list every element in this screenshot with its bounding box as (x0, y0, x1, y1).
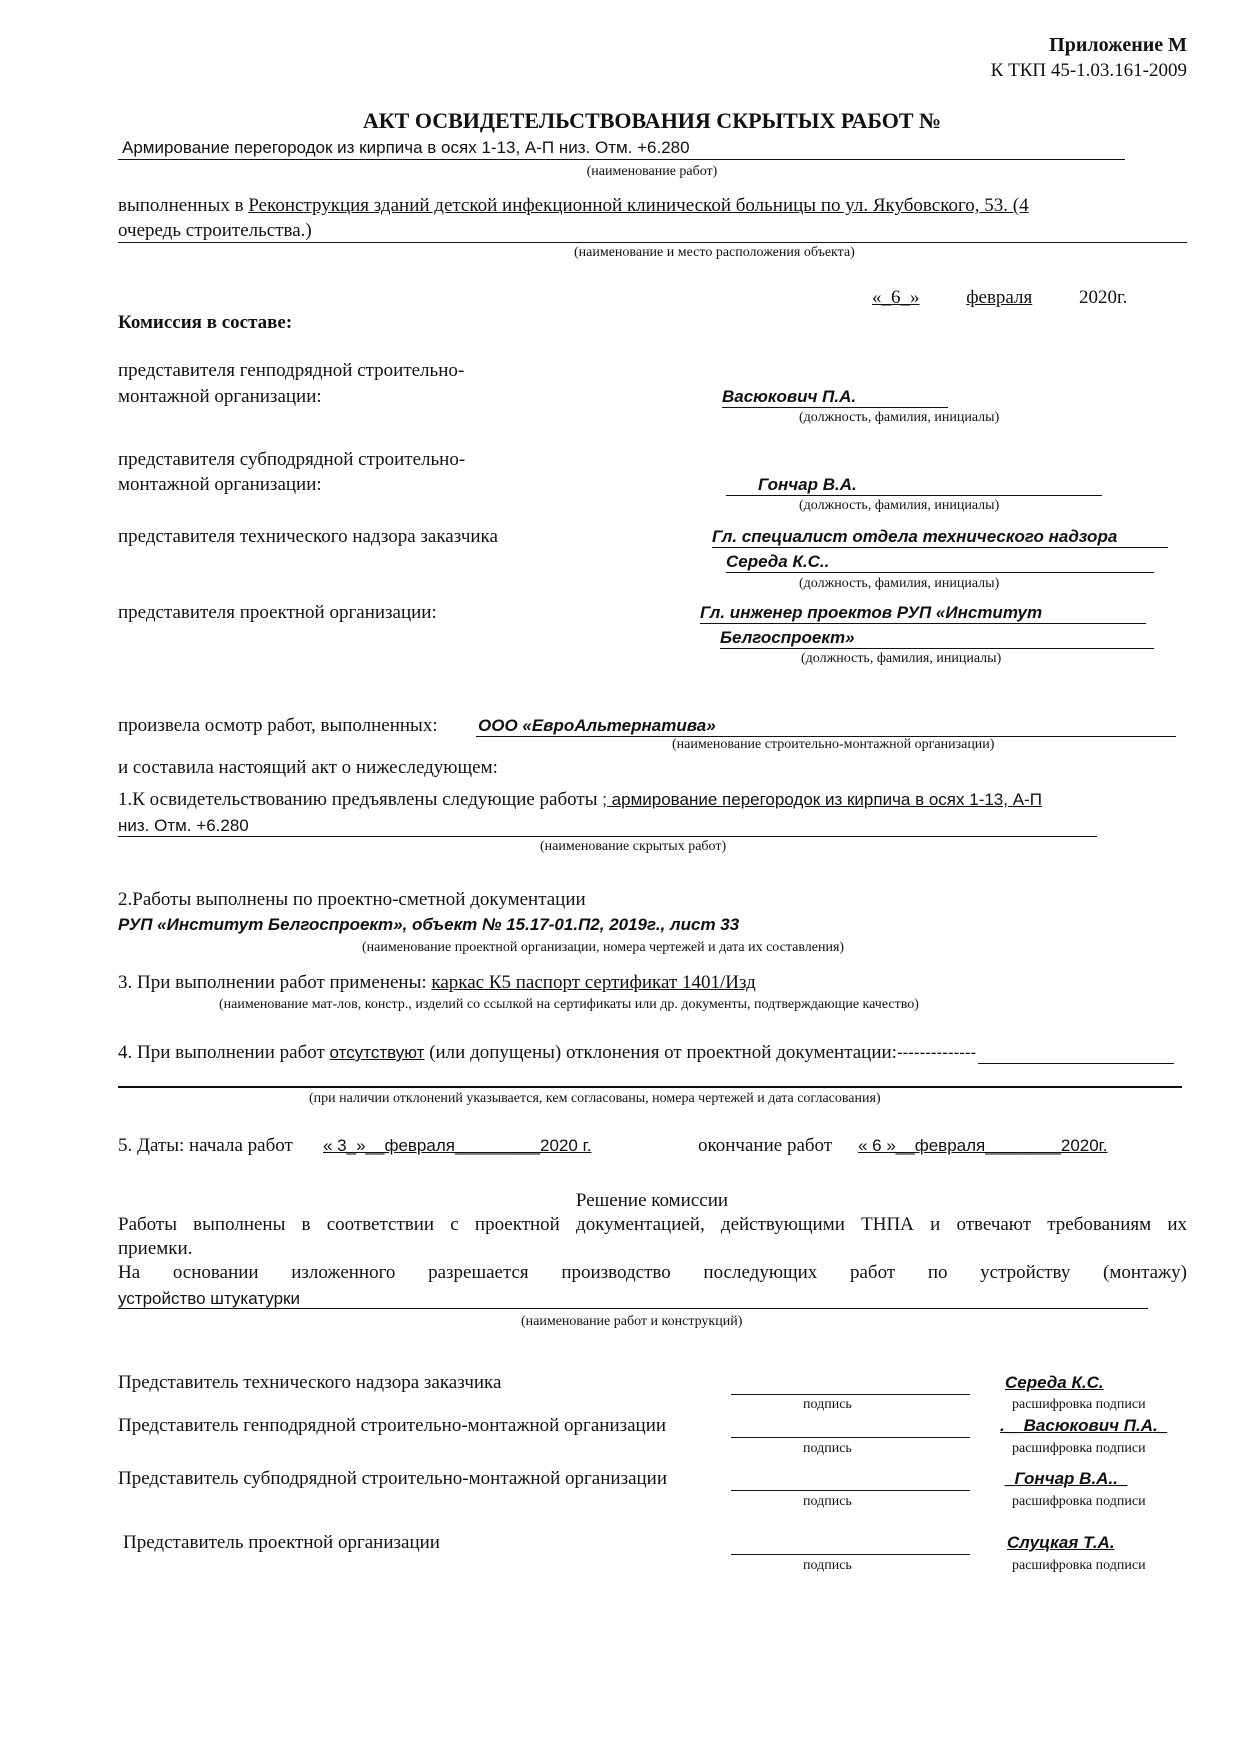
work-name-caption: (наименование работ) (586, 164, 718, 179)
member-underline (700, 623, 1146, 624)
decode-caption: расшифровка подписи (1012, 1441, 1146, 1456)
object-value-1: Реконструкция зданий детской инфекционной клинической больницы по ул. Якубовского, 53. (4 (248, 195, 1029, 216)
date-month: февраля (966, 287, 1033, 308)
member-underline (720, 648, 1154, 649)
inspection-prefix: произвела осмотр работ, выполненных: (118, 715, 438, 736)
member-value: Гончар В.А. (758, 475, 857, 494)
member-underline (712, 547, 1168, 548)
signature-caption: подпись (803, 1558, 852, 1573)
member-underline (722, 407, 948, 408)
contractor-value: ООО «ЕвроАльтернатива» (478, 716, 716, 735)
member-label: представителя субподрядной строительно- (118, 449, 466, 470)
member-caption: (должность, фамилия, инициалы) (799, 498, 1000, 513)
signatory-role: Представитель технического надзора заказчика (118, 1372, 502, 1393)
object-underline (118, 242, 1187, 243)
start-date: « 3_»__февраля_________2020 г. (323, 1136, 592, 1155)
member-value: Васюкович П.А. (722, 387, 857, 406)
item-1-value-2: низ. Отм. +6.280 (118, 816, 249, 835)
decode-caption: расшифровка подписи (1012, 1397, 1146, 1412)
member-label: монтажной организации: (118, 386, 322, 407)
item-5-prefix: 5. Даты: начала работ (118, 1135, 293, 1156)
signature-line[interactable] (731, 1394, 970, 1395)
decode-caption: расшифровка подписи (1012, 1494, 1146, 1509)
item-1-line (118, 789, 1042, 811)
decision-text-1: Работы выполнены в соответствии с проектной документацией, действующими ТНПА и отвечают требованиям их (118, 1214, 1187, 1235)
work-name-value: Армирование перегородок из кирпича в осях 1-13, А-П низ. Отм. +6.280 (122, 138, 690, 157)
signature-caption: подпись (803, 1494, 852, 1509)
item-4-caption: (при наличии отклонений указывается, кем согласованы, номера чертежей и дата согласования) (309, 1091, 881, 1106)
decision-value: устройство штукатурки (118, 1289, 300, 1308)
item-1-underline (118, 836, 1097, 837)
signatory-role: Представитель субподрядной строительно-монтажной организации (118, 1468, 668, 1489)
member-value: Гл. инженер проектов РУП «Институт (700, 603, 1043, 622)
signature-line[interactable] (731, 1437, 970, 1438)
date-day: «_6_» (872, 287, 920, 308)
commission-heading: Комиссия в составе: (118, 312, 293, 333)
item-4-underline (978, 1063, 1174, 1064)
item-4-line (118, 1042, 976, 1064)
decision-heading: Решение комиссии (575, 1190, 729, 1211)
contractor-caption: (наименование строительно-монтажной организации) (672, 737, 995, 752)
item-4-dashes: -------------- (896, 1043, 977, 1062)
member-label: монтажной организации: (118, 474, 322, 495)
object-line-1 (118, 195, 1029, 217)
member-value: Белгоспроект» (720, 628, 855, 647)
object-prefix: выполненных в (118, 195, 244, 216)
item-4-suffix: (или допущены) отклонения от проектной документации: (429, 1042, 897, 1063)
item-2-caption: (наименование проектной организации, номера чертежей и дата их составления) (362, 940, 845, 955)
decision-caption: (наименование работ и конструкций) (521, 1314, 743, 1329)
item-3-line (118, 972, 756, 994)
standard-reference: К ТКП 45-1.03.161-2009 (990, 60, 1187, 81)
date-year: 2020г. (1079, 287, 1128, 308)
member-label: представителя проектной организации: (118, 602, 437, 623)
item-1-caption: (наименование скрытых работ) (540, 839, 727, 854)
member-label: представителя технического надзора заказчика (118, 526, 498, 547)
decision-text-3: На основании изложенного разрешается производство последующих работ по устройству (монтажу) (118, 1262, 1187, 1283)
document-title: АКТ ОСВИДЕТЕЛЬСТВОВАНИЯ СКРЫТЫХ РАБОТ № (362, 108, 942, 133)
item-5-end-label: окончание работ (698, 1135, 833, 1156)
signature-caption: подпись (803, 1397, 852, 1412)
item-3-caption: (наименование мат-лов, констр., изделий со ссылкой на сертификаты или др. документы, подтверждающие качество) (219, 997, 919, 1012)
signatory-role: Представитель проектной организации (123, 1532, 440, 1553)
member-caption: (должность, фамилия, инициалы) (799, 576, 1000, 591)
signatory-name: .__Васюкович П.А._ (1000, 1416, 1168, 1435)
signatory-name: Слуцкая Т.А. (1007, 1533, 1115, 1552)
signatory-name: _Гончар В.А.._ (1005, 1469, 1128, 1488)
signature-line[interactable] (731, 1490, 970, 1491)
item-3-value: каркас К5 паспорт сертификат 1401/Изд (431, 972, 756, 993)
item-2-prefix: 2.Работы выполнены по проектно-сметной документации (118, 889, 586, 910)
member-underline (726, 572, 1154, 573)
item-4-prefix: 4. При выполнении работ (118, 1042, 325, 1063)
end-date: « 6 »__февраля________2020г. (858, 1136, 1108, 1155)
decode-caption: расшифровка подписи (1012, 1558, 1146, 1573)
appendix-label: Приложение М (1049, 34, 1187, 56)
object-value-2: очередь строительства.) (118, 220, 312, 241)
item-1-prefix: 1.К освидетельствованию предъявлены следующие работы (118, 789, 598, 810)
inspection-followup: и составила настоящий акт о нижеследующем: (118, 757, 498, 778)
member-caption: (должность, фамилия, инициалы) (801, 651, 1002, 666)
signature-caption: подпись (803, 1441, 852, 1456)
item-1-value: ; армирование перегородок из кирпича в осях 1-13, А-П (602, 790, 1042, 809)
member-label: представителя генподрядной строительно- (118, 360, 465, 381)
signatory-name: Середа К.С. (1005, 1373, 1104, 1392)
work-name-underline (118, 159, 1125, 160)
item-2-value: РУП «Институт Белгоспроект», объект № 15.17-01.П2, 2019г., лист 33 (118, 915, 740, 934)
member-underline (726, 495, 1102, 496)
signature-line[interactable] (731, 1554, 970, 1555)
item-4-rule (118, 1086, 1182, 1088)
member-value: Середа К.С.. (726, 552, 830, 571)
member-value: Гл. специалист отдела технического надзора (712, 527, 1118, 546)
signatory-role: Представитель генподрядной строительно-монтажной организации (118, 1415, 667, 1436)
item-3-prefix: 3. При выполнении работ применены: (118, 972, 427, 993)
object-caption: (наименование и место расположения объекта) (574, 245, 855, 260)
decision-underline (118, 1308, 1148, 1309)
member-caption: (должность, фамилия, инициалы) (799, 410, 1000, 425)
item-4-value: отсутствуют (329, 1043, 425, 1062)
decision-text-2: приемки. (118, 1238, 193, 1259)
act-date (872, 287, 1127, 309)
